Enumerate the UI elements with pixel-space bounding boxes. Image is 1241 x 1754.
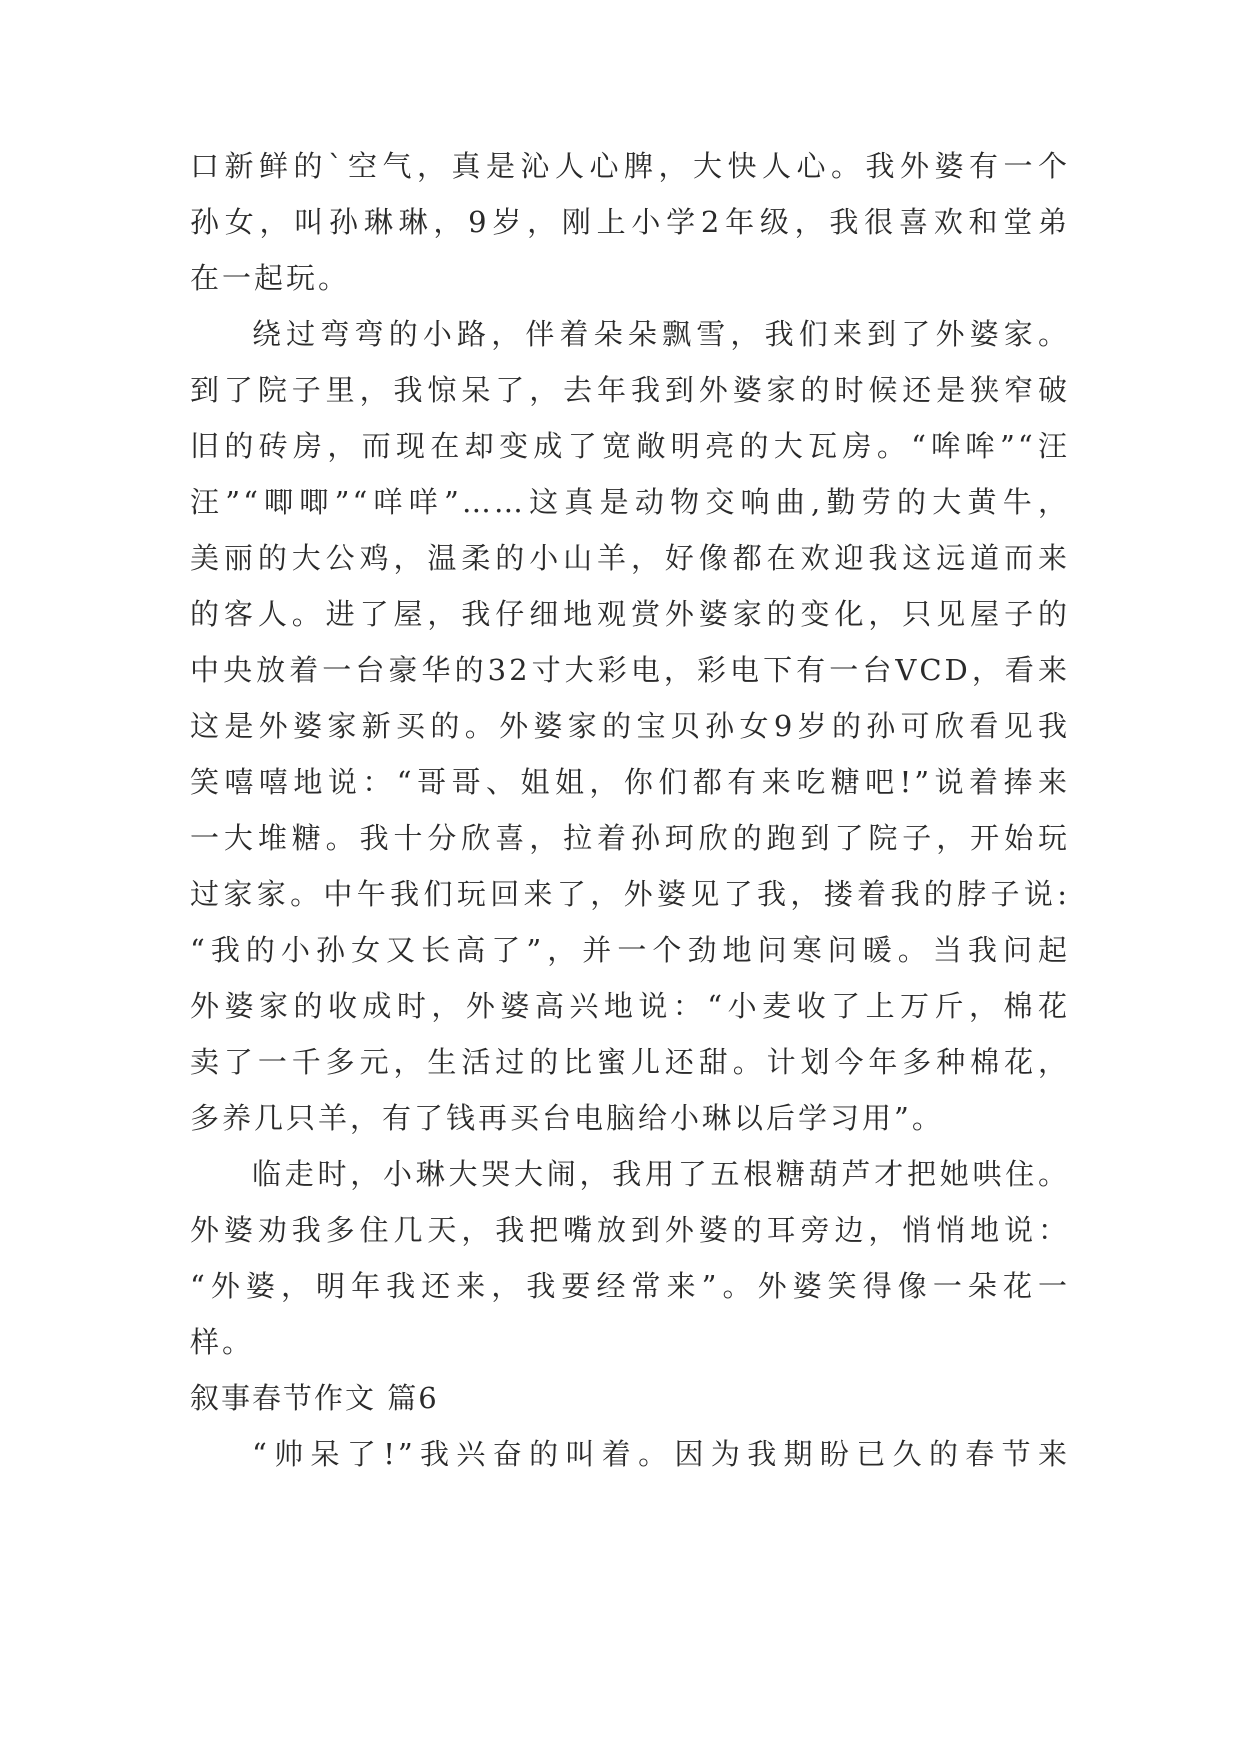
section-heading: 叙事春节作文 篇6	[190, 1381, 439, 1415]
text-line: “帅呆了!”我兴奋的叫着。因为我期盼已久的春节来	[252, 1437, 1070, 1471]
text-line: 外婆家的收成时，外婆高兴地说：“小麦收了上万斤，棉花	[190, 989, 1070, 1023]
text-line: 多养几只羊，有了钱再买台电脑给小琳以后学习用”。	[190, 1101, 944, 1135]
text-line: 在一起玩。	[190, 261, 351, 295]
text-line: “我的小孙女又长高了”，并一个劲地问寒问暖。当我问起	[190, 933, 1070, 967]
text-line: 中央放着一台豪华的32寸大彩电，彩电下有一台VCD，看来	[190, 653, 1070, 687]
text-line: 临走时，小琳大哭大闹，我用了五根糖葫芦才把她哄住。	[252, 1157, 1070, 1191]
text-line: 口新鲜的`空气，真是沁人心脾，大快人心。我外婆有一个	[190, 149, 1070, 183]
text-line: 笑嘻嘻地说：“哥哥、姐姐，你们都有来吃糖吧!”说着捧来	[190, 765, 1070, 799]
text-line: 美丽的大公鸡，温柔的小山羊，好像都在欢迎我这远道而来	[190, 541, 1070, 575]
text-line: 这是外婆家新买的。外婆家的宝贝孙女9岁的孙可欣看见我	[190, 709, 1070, 743]
text-line: 旧的砖房，而现在却变成了宽敞明亮的大瓦房。“哞哞”“汪	[190, 429, 1070, 463]
text-line: 汪”“唧唧”“咩咩”……这真是动物交响曲,勤劳的大黄牛，	[190, 485, 1070, 519]
text-line: 到了院子里，我惊呆了，去年我到外婆家的时候还是狭窄破	[190, 373, 1070, 407]
text-line: 一大堆糖。我十分欣喜，拉着孙珂欣的跑到了院子，开始玩	[190, 821, 1070, 855]
text-line: 孙女，叫孙琳琳，9岁，刚上小学2年级，我很喜欢和堂弟	[190, 205, 1070, 239]
text-line: 样。	[190, 1325, 255, 1359]
text-line: 外婆劝我多住几天，我把嘴放到外婆的耳旁边，悄悄地说：	[190, 1213, 1070, 1247]
text-line: 的客人。进了屋，我仔细地观赏外婆家的变化，只见屋子的	[190, 597, 1070, 631]
text-line: “外婆，明年我还来，我要经常来”。外婆笑得像一朵花一	[190, 1269, 1070, 1303]
text-line: 卖了一千多元，生活过的比蜜儿还甜。计划今年多种棉花，	[190, 1045, 1070, 1079]
text-line: 绕过弯弯的小路，伴着朵朵飘雪，我们来到了外婆家。	[252, 317, 1070, 351]
text-line: 过家家。中午我们玩回来了，外婆见了我，搂着我的脖子说:	[190, 877, 1070, 911]
